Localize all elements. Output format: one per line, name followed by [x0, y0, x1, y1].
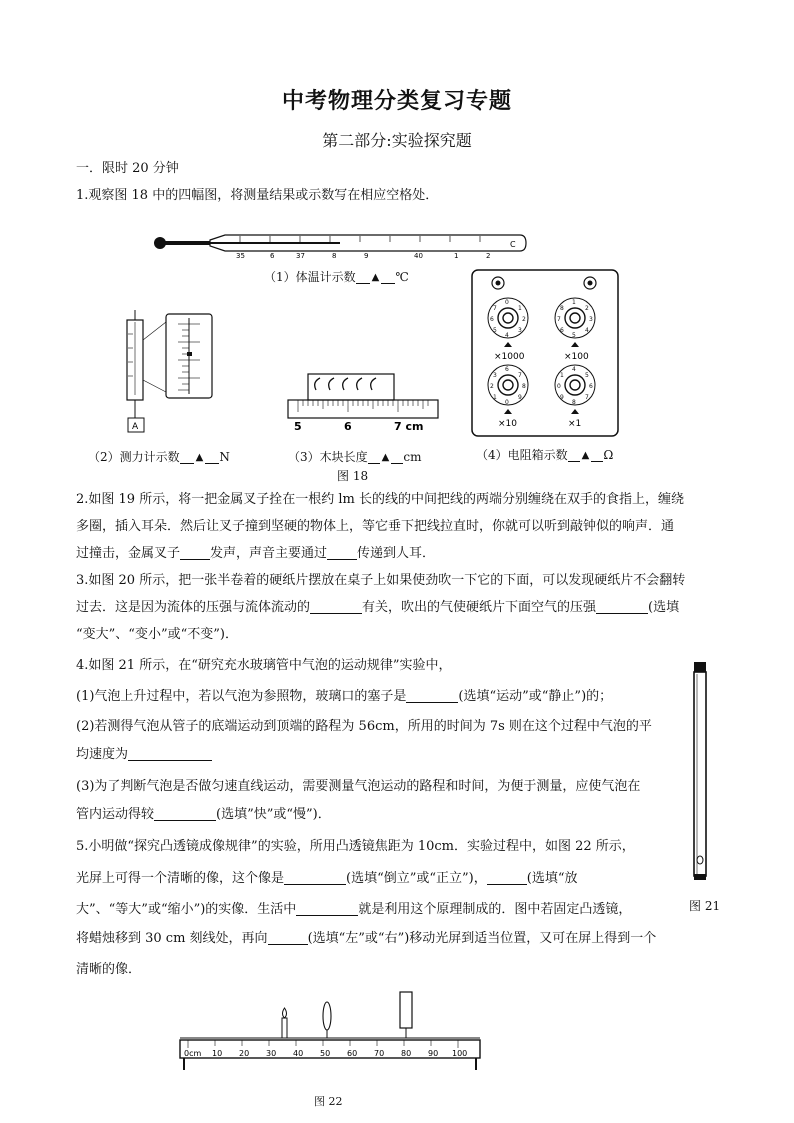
svg-text:4: 4 — [585, 327, 589, 334]
svg-text:2: 2 — [585, 305, 589, 312]
answer-blank[interactable] — [154, 806, 216, 821]
svg-text:6: 6 — [560, 327, 564, 334]
svg-text:5: 5 — [585, 372, 589, 379]
svg-text:5: 5 — [572, 332, 576, 339]
bench-tick: 50 — [320, 1049, 331, 1058]
page-subtitle: 第二部分:实验探究题 — [322, 131, 472, 150]
svg-text:8: 8 — [560, 305, 564, 312]
bench-tick: 10 — [212, 1049, 223, 1058]
page-title: 中考物理分类复习专题 — [281, 88, 512, 114]
caption-thermometer: （1）体温计示数 ▲ ℃ — [264, 270, 409, 284]
thermo-tick: 2 — [486, 252, 491, 260]
triangle-icon: ▲ — [371, 272, 380, 283]
figure-22-caption: 图 22 — [314, 1095, 343, 1108]
thermo-tick: 1 — [454, 252, 459, 260]
q4-line-1: 4.如图 21 所示，在“研究充水玻璃管中气泡的运动规律”实验中， — [76, 658, 452, 673]
svg-text:6: 6 — [505, 366, 509, 373]
caption-spring-scale: （2）测力计示数 ▲ N — [88, 450, 230, 464]
thermo-tick: 8 — [332, 252, 337, 260]
answer-blank[interactable] — [310, 599, 362, 614]
answer-blank[interactable] — [128, 746, 212, 761]
svg-text:9: 9 — [560, 394, 564, 401]
q2-line-1: 2.如图 19 所示，将一把金属叉子拴在一根约 lm 长的线的中间把线的两端分别缠绕在双手的食指上，缠绕 — [76, 492, 684, 507]
svg-text:0: 0 — [557, 383, 561, 390]
svg-text:0: 0 — [505, 299, 509, 306]
thermo-tick: 37 — [296, 252, 305, 260]
triangle-icon: ▲ — [581, 450, 590, 461]
ruler-tick: 7 cm — [394, 420, 424, 433]
section-heading: 一．限时 20 分钟 — [76, 161, 179, 176]
q4-line-3: (2)若测得气泡从管子的底端运动到顶端的路程为 56cm，所用的时间为 7s 则在这个过程中气泡的平 — [76, 719, 652, 734]
answer-blank[interactable] — [327, 545, 357, 560]
bench-tick: 90 — [428, 1049, 439, 1058]
bench-tick: 0cm — [184, 1049, 202, 1058]
svg-text:1: 1 — [560, 372, 564, 379]
thermometer-figure — [150, 232, 530, 262]
weight-label: A — [132, 422, 139, 432]
q5-line-1: 5.小明做“探究凸透镜成像规律”的实验，所用凸透镜焦距为 10cm．实验过程中，如图 22 所示， — [76, 839, 635, 854]
svg-text:1: 1 — [572, 299, 576, 306]
svg-text:3: 3 — [589, 316, 593, 323]
bench-tick: 100 — [452, 1049, 468, 1058]
q4-line-5: (3)为了判断气泡是否做匀速直线运动，需要测量气泡运动的路程和时间，为便于测量，应使气泡在 — [76, 779, 641, 794]
optical-bench-figure — [176, 990, 486, 1080]
figure-21-caption: 图 21 — [689, 899, 721, 913]
q5-line-4: 将蜡烛移到 30 cm 刻线处，再向 (选填“左”或“右”)移动光屏到适当位置，又可在屏上得到一个 — [76, 931, 657, 946]
answer-blank[interactable] — [180, 545, 210, 560]
svg-text:6: 6 — [490, 316, 494, 323]
svg-text:4: 4 — [572, 366, 576, 373]
bench-tick: 80 — [401, 1049, 412, 1058]
q5-line-2: 光屏上可得一个清晰的像，这个像是 (选填“倒立”或“正立”)， (选填“放 — [76, 871, 578, 886]
q3-line-1: 3.如图 20 所示，把一张半卷着的硬纸片摆放在桌子上如果使劲吹一下它的下面，可以发现硬纸片不会翻转 — [76, 573, 686, 588]
multiplier-label: ×100 — [564, 352, 589, 362]
thermo-tick: 6 — [270, 252, 275, 260]
svg-text:3: 3 — [518, 327, 522, 334]
thermo-tick: 40 — [414, 252, 423, 260]
svg-text:0: 0 — [505, 399, 509, 406]
triangle-icon: ▲ — [195, 452, 204, 463]
q2-line-2: 多圈，插入耳朵．然后让叉子撞到坚硬的物体上，等它垂下把线拉直时，你就可以听到敲钟似的响声．通 — [76, 519, 675, 534]
svg-text:6: 6 — [589, 383, 593, 390]
q4-line-2: (1)气泡上升过程中，若以气泡为参照物，玻璃口的塞子是 (选填“运动”或“静止”)的； — [76, 689, 613, 704]
multiplier-label: ×1 — [568, 419, 582, 429]
spring-scale-figure — [108, 310, 218, 435]
q1-text: 1.观察图 18 中的四幅图，将测量结果或示数写在相应空格处． — [76, 188, 439, 203]
answer-blank[interactable] — [596, 599, 648, 614]
multiplier-label: ×1000 — [494, 352, 525, 362]
resistance-box-figure — [470, 268, 620, 438]
q5-line-3: 大”、“等大”或“缩小”)的实像．生活中 就是利用这个原理制成的．图中若固定凸透镜， — [76, 902, 632, 917]
ruler-figure — [286, 372, 442, 434]
svg-text:1: 1 — [493, 394, 497, 401]
bench-tick: 60 — [347, 1049, 358, 1058]
glass-tube-figure — [688, 660, 712, 882]
svg-text:9: 9 — [518, 394, 522, 401]
svg-text:3: 3 — [493, 372, 497, 379]
answer-blank[interactable] — [487, 870, 527, 885]
svg-text:2: 2 — [490, 383, 494, 390]
svg-text:7: 7 — [585, 394, 589, 401]
ruler-tick: 6 — [344, 420, 352, 433]
multiplier-label: ×10 — [498, 419, 517, 429]
svg-text:7: 7 — [557, 316, 561, 323]
svg-text:5: 5 — [493, 327, 497, 334]
q4-line-6: 管内运动得较 (选填”快”或“慢”)． — [76, 807, 331, 822]
q5-line-5: 清晰的像． — [76, 962, 142, 977]
q2-line-3: 过撞击，金属叉子 发声，声音主要通过 传递到人耳． — [76, 546, 436, 561]
svg-text:4: 4 — [505, 332, 509, 339]
svg-text:8: 8 — [572, 399, 576, 406]
bench-tick: 30 — [266, 1049, 277, 1058]
svg-text:1: 1 — [518, 305, 522, 312]
answer-blank[interactable] — [296, 901, 358, 916]
svg-text:7: 7 — [493, 305, 497, 312]
svg-text:7: 7 — [518, 372, 522, 379]
figure-18-caption: 图 18 — [337, 469, 369, 483]
triangle-icon: ▲ — [381, 452, 390, 463]
answer-blank[interactable] — [284, 870, 346, 885]
bench-tick: 40 — [293, 1049, 304, 1058]
thermo-tick: 35 — [236, 252, 245, 260]
q4-line-4: 均速度为 — [76, 746, 676, 764]
svg-text:2: 2 — [522, 316, 526, 323]
ruler-tick: 5 — [294, 420, 302, 433]
caption-ruler: （3）木块长度 ▲ cm — [288, 450, 422, 464]
answer-blank[interactable] — [268, 930, 308, 945]
thermo-tick: 9 — [364, 252, 369, 260]
thermo-unit: C — [510, 240, 516, 249]
caption-resistance-box: （4）电阻箱示数 ▲ Ω — [476, 448, 614, 462]
q3-line-3: “变大”、“变小”或“不变”)． — [76, 627, 238, 642]
bench-tick: 20 — [239, 1049, 250, 1058]
q3-line-2: 过去．这是因为流体的压强与流体流动的 有关，吹出的气使硬纸片下面空气的压强 (选填 — [76, 600, 680, 615]
answer-blank[interactable] — [406, 688, 458, 703]
svg-text:8: 8 — [522, 383, 526, 390]
bench-tick: 70 — [374, 1049, 385, 1058]
